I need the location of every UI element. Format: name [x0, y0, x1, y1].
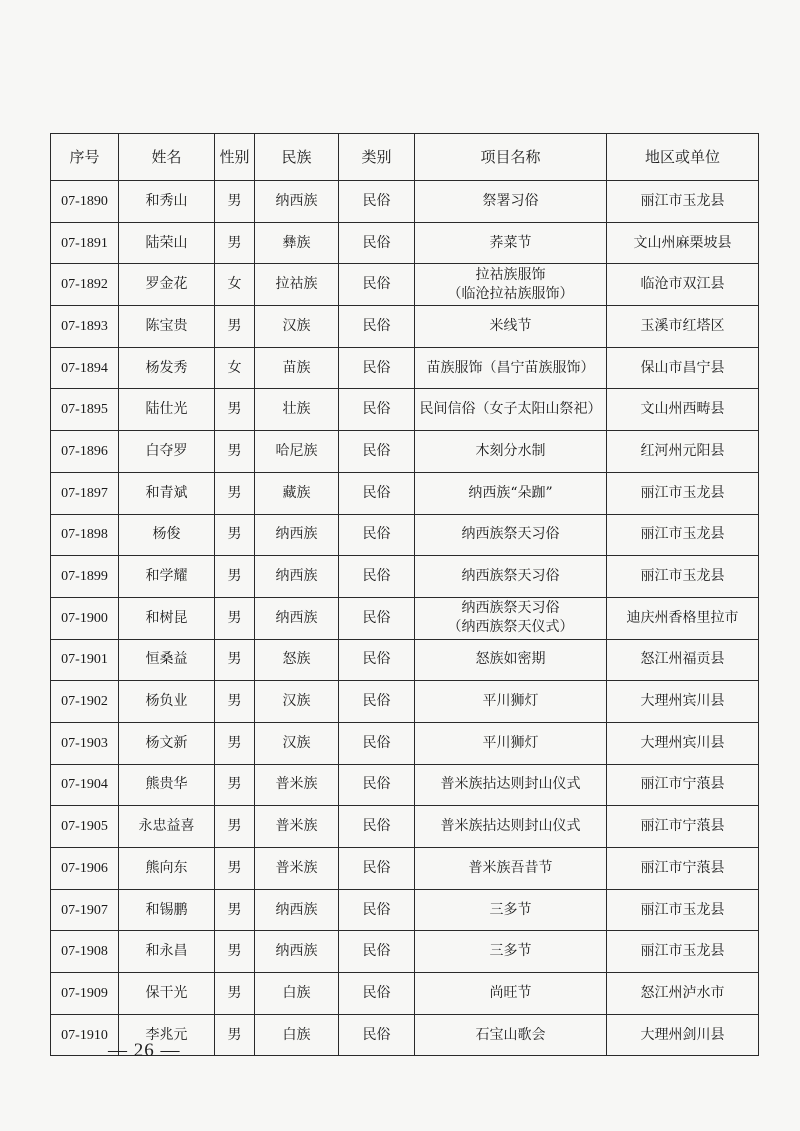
cell-category: 民俗: [339, 222, 415, 264]
cell-project: [415, 264, 607, 306]
cell-category: 民俗: [339, 347, 415, 389]
project-name-line: 怒族如密期: [475, 651, 546, 668]
cell-gender: 女: [215, 347, 255, 389]
cell-serial: 07-1905: [51, 806, 119, 848]
cell-gender: 男: [215, 931, 255, 973]
cell-region: 丽江市玉龙县: [607, 889, 759, 931]
table-row: [51, 431, 759, 473]
cell-project: [415, 931, 607, 973]
cell-project: [415, 764, 607, 806]
page-number: — 26 —: [108, 1040, 181, 1061]
cell-ethnicity: 白族: [255, 973, 339, 1015]
table-row: [51, 931, 759, 973]
cell-category: 民俗: [339, 889, 415, 931]
cell-category: 民俗: [339, 931, 415, 973]
cell-gender: 男: [215, 306, 255, 348]
cell-region: 大理州宾川县: [607, 681, 759, 723]
project-name-line: 民间信俗（女子太阳山祭祀）: [419, 401, 602, 418]
cell-serial: 07-1892: [51, 264, 119, 306]
project-name-line: 普米族拈达则封山仪式: [440, 818, 581, 835]
cell-ethnicity: 纳西族: [255, 597, 339, 639]
cell-name: 杨俊: [119, 514, 215, 556]
cell-region: 丽江市玉龙县: [607, 931, 759, 973]
project-name-line: 平川狮灯: [482, 734, 539, 751]
cell-region: 丽江市玉龙县: [607, 181, 759, 223]
cell-ethnicity: 拉祜族: [255, 264, 339, 306]
cell-ethnicity: 纳西族: [255, 931, 339, 973]
cell-name: 和锡鹏: [119, 889, 215, 931]
cell-serial: 07-1910: [51, 1014, 119, 1056]
cell-name: 杨发秀: [119, 347, 215, 389]
cell-ethnicity: 纳西族: [255, 556, 339, 598]
project-name-line: 荞菜节: [489, 234, 532, 251]
cell-gender: 男: [215, 1014, 255, 1056]
cell-gender: 男: [215, 848, 255, 890]
header-gender: 性别: [215, 134, 255, 181]
header-ethnicity: 民族: [255, 134, 339, 181]
cell-ethnicity: 汉族: [255, 306, 339, 348]
cell-ethnicity: 普米族: [255, 806, 339, 848]
cell-project: [415, 222, 607, 264]
cell-category: 民俗: [339, 514, 415, 556]
cell-gender: 男: [215, 556, 255, 598]
cell-serial: 07-1895: [51, 389, 119, 431]
table-row: [51, 848, 759, 890]
project-name-line: 祭署习俗: [482, 192, 539, 209]
cell-category: 民俗: [339, 389, 415, 431]
project-name-line: 纳西族“朵跏”: [468, 484, 553, 501]
cell-project: [415, 556, 607, 598]
header-project: 项目名称: [415, 134, 607, 181]
table-row: [51, 681, 759, 723]
cell-gender: 男: [215, 472, 255, 514]
cell-ethnicity: 普米族: [255, 848, 339, 890]
cell-project: [415, 306, 607, 348]
cell-project: [415, 722, 607, 764]
cell-gender: 男: [215, 514, 255, 556]
table-row: [51, 222, 759, 264]
cell-region: 玉溪市红塔区: [607, 306, 759, 348]
cell-ethnicity: 苗族: [255, 347, 339, 389]
cell-region: 怒江州福贡县: [607, 639, 759, 681]
project-name-line: 石宝山歌会: [475, 1026, 546, 1043]
cell-region: 丽江市宁蒗县: [607, 764, 759, 806]
cell-ethnicity: 白族: [255, 1014, 339, 1056]
cell-name: 罗金花: [119, 264, 215, 306]
cell-serial: 07-1907: [51, 889, 119, 931]
project-name-line: 纳西族祭天习俗: [461, 600, 560, 617]
cell-gender: 男: [215, 639, 255, 681]
cell-name: 保干光: [119, 973, 215, 1015]
cell-gender: 男: [215, 597, 255, 639]
table-row: [51, 597, 759, 639]
cell-category: 民俗: [339, 973, 415, 1015]
cell-project: [415, 973, 607, 1015]
cell-name: 熊贵华: [119, 764, 215, 806]
cell-serial: 07-1890: [51, 181, 119, 223]
cell-name: 白夺罗: [119, 431, 215, 473]
project-name-line: 米线节: [489, 317, 532, 334]
cell-category: 民俗: [339, 264, 415, 306]
cell-category: 民俗: [339, 431, 415, 473]
table-row: [51, 472, 759, 514]
cell-category: 民俗: [339, 848, 415, 890]
project-name-line: （临沧拉祜族服饰）: [447, 285, 574, 302]
cell-region: 丽江市宁蒗县: [607, 848, 759, 890]
cell-category: 民俗: [339, 806, 415, 848]
cell-name: 和树昆: [119, 597, 215, 639]
cell-region: 保山市昌宁县: [607, 347, 759, 389]
cell-category: 民俗: [339, 472, 415, 514]
cell-serial: 07-1900: [51, 597, 119, 639]
cell-project: [415, 681, 607, 723]
cell-serial: 07-1904: [51, 764, 119, 806]
table-row: [51, 514, 759, 556]
cell-region: 临沧市双江县: [607, 264, 759, 306]
cell-name: 和学耀: [119, 556, 215, 598]
table-row: [51, 889, 759, 931]
cell-category: 民俗: [339, 639, 415, 681]
cell-ethnicity: 纳西族: [255, 181, 339, 223]
inheritor-table: [50, 133, 759, 1056]
cell-name: 杨文新: [119, 722, 215, 764]
cell-name: 李兆元: [119, 1014, 215, 1056]
table-row: [51, 389, 759, 431]
project-name-line: 纳西族祭天习俗: [461, 568, 560, 585]
cell-region: 丽江市玉龙县: [607, 472, 759, 514]
cell-name: 和秀山: [119, 181, 215, 223]
cell-ethnicity: 壮族: [255, 389, 339, 431]
cell-serial: 07-1898: [51, 514, 119, 556]
inheritor-list-sheet: [50, 133, 758, 1056]
project-name-line: 三多节: [489, 943, 532, 960]
cell-name: 杨负业: [119, 681, 215, 723]
project-name-line: 尚旺节: [489, 984, 532, 1001]
cell-serial: 07-1903: [51, 722, 119, 764]
project-name-line: 木刻分水制: [475, 442, 546, 459]
cell-project: [415, 1014, 607, 1056]
cell-project: [415, 639, 607, 681]
cell-gender: 男: [215, 722, 255, 764]
cell-project: [415, 347, 607, 389]
table-row: [51, 306, 759, 348]
cell-region: 文山州西畴县: [607, 389, 759, 431]
cell-category: 民俗: [339, 681, 415, 723]
cell-ethnicity: 哈尼族: [255, 431, 339, 473]
cell-region: 怒江州泸水市: [607, 973, 759, 1015]
cell-name: 陆仕光: [119, 389, 215, 431]
table-row: [51, 973, 759, 1015]
cell-name: 陆荣山: [119, 222, 215, 264]
project-name-line: 纳西族祭天习俗: [461, 526, 560, 543]
cell-project: [415, 514, 607, 556]
cell-ethnicity: 藏族: [255, 472, 339, 514]
cell-serial: 07-1906: [51, 848, 119, 890]
cell-gender: 男: [215, 764, 255, 806]
cell-category: 民俗: [339, 597, 415, 639]
cell-region: 丽江市宁蒗县: [607, 806, 759, 848]
cell-serial: 07-1899: [51, 556, 119, 598]
cell-name: 和永昌: [119, 931, 215, 973]
cell-region: 红河州元阳县: [607, 431, 759, 473]
cell-category: 民俗: [339, 1014, 415, 1056]
cell-name: 熊向东: [119, 848, 215, 890]
cell-gender: 男: [215, 222, 255, 264]
cell-gender: 男: [215, 431, 255, 473]
cell-category: 民俗: [339, 556, 415, 598]
header-region: 地区或单位: [607, 134, 759, 181]
cell-region: 丽江市玉龙县: [607, 556, 759, 598]
table-row: [51, 764, 759, 806]
cell-name: 陈宝贵: [119, 306, 215, 348]
table-row: [51, 181, 759, 223]
cell-ethnicity: 普米族: [255, 764, 339, 806]
cell-project: [415, 431, 607, 473]
cell-name: 和青斌: [119, 472, 215, 514]
project-name-line: 三多节: [489, 901, 532, 918]
cell-project: [415, 472, 607, 514]
cell-ethnicity: 汉族: [255, 681, 339, 723]
cell-gender: 男: [215, 973, 255, 1015]
project-name-line: 拉祜族服饰: [475, 266, 546, 283]
cell-name: 永忠益喜: [119, 806, 215, 848]
table-body: [51, 181, 759, 1056]
cell-name: 恒桑益: [119, 639, 215, 681]
cell-gender: 男: [215, 389, 255, 431]
project-name-line: 普米族拈达则封山仪式: [440, 776, 581, 793]
cell-gender: 男: [215, 181, 255, 223]
cell-project: [415, 389, 607, 431]
header-category: 类别: [339, 134, 415, 181]
cell-region: 丽江市玉龙县: [607, 514, 759, 556]
cell-serial: 07-1902: [51, 681, 119, 723]
project-name-line: 苗族服饰（昌宁苗族服饰）: [426, 359, 595, 376]
cell-serial: 07-1909: [51, 973, 119, 1015]
table-row: [51, 264, 759, 306]
cell-region: 迪庆州香格里拉市: [607, 597, 759, 639]
cell-region: 大理州宾川县: [607, 722, 759, 764]
cell-gender: 男: [215, 681, 255, 723]
cell-gender: 女: [215, 264, 255, 306]
cell-project: [415, 597, 607, 639]
cell-project: [415, 181, 607, 223]
cell-project: [415, 806, 607, 848]
cell-region: 文山州麻栗坡县: [607, 222, 759, 264]
cell-category: 民俗: [339, 181, 415, 223]
cell-serial: 07-1897: [51, 472, 119, 514]
header-serial: 序号: [51, 134, 119, 181]
table-header-row: [51, 134, 759, 181]
project-name-line: （纳西族祭天仪式）: [447, 619, 574, 636]
project-name-line: 普米族吾昔节: [468, 859, 553, 876]
cell-ethnicity: 纳西族: [255, 889, 339, 931]
table-row: [51, 806, 759, 848]
cell-ethnicity: 怒族: [255, 639, 339, 681]
cell-serial: 07-1901: [51, 639, 119, 681]
cell-gender: 男: [215, 889, 255, 931]
cell-region: 大理州剑川县: [607, 1014, 759, 1056]
cell-serial: 07-1896: [51, 431, 119, 473]
cell-category: 民俗: [339, 306, 415, 348]
cell-serial: 07-1893: [51, 306, 119, 348]
table-row: [51, 556, 759, 598]
cell-ethnicity: 纳西族: [255, 514, 339, 556]
cell-category: 民俗: [339, 764, 415, 806]
table-row: [51, 347, 759, 389]
cell-project: [415, 848, 607, 890]
project-name-line: 平川狮灯: [482, 693, 539, 710]
cell-serial: 07-1891: [51, 222, 119, 264]
cell-ethnicity: 汉族: [255, 722, 339, 764]
cell-project: [415, 889, 607, 931]
cell-gender: 男: [215, 806, 255, 848]
cell-serial: 07-1908: [51, 931, 119, 973]
cell-serial: 07-1894: [51, 347, 119, 389]
cell-category: 民俗: [339, 722, 415, 764]
cell-ethnicity: 彝族: [255, 222, 339, 264]
header-name: 姓名: [119, 134, 215, 181]
table-row: [51, 639, 759, 681]
table-row: [51, 722, 759, 764]
